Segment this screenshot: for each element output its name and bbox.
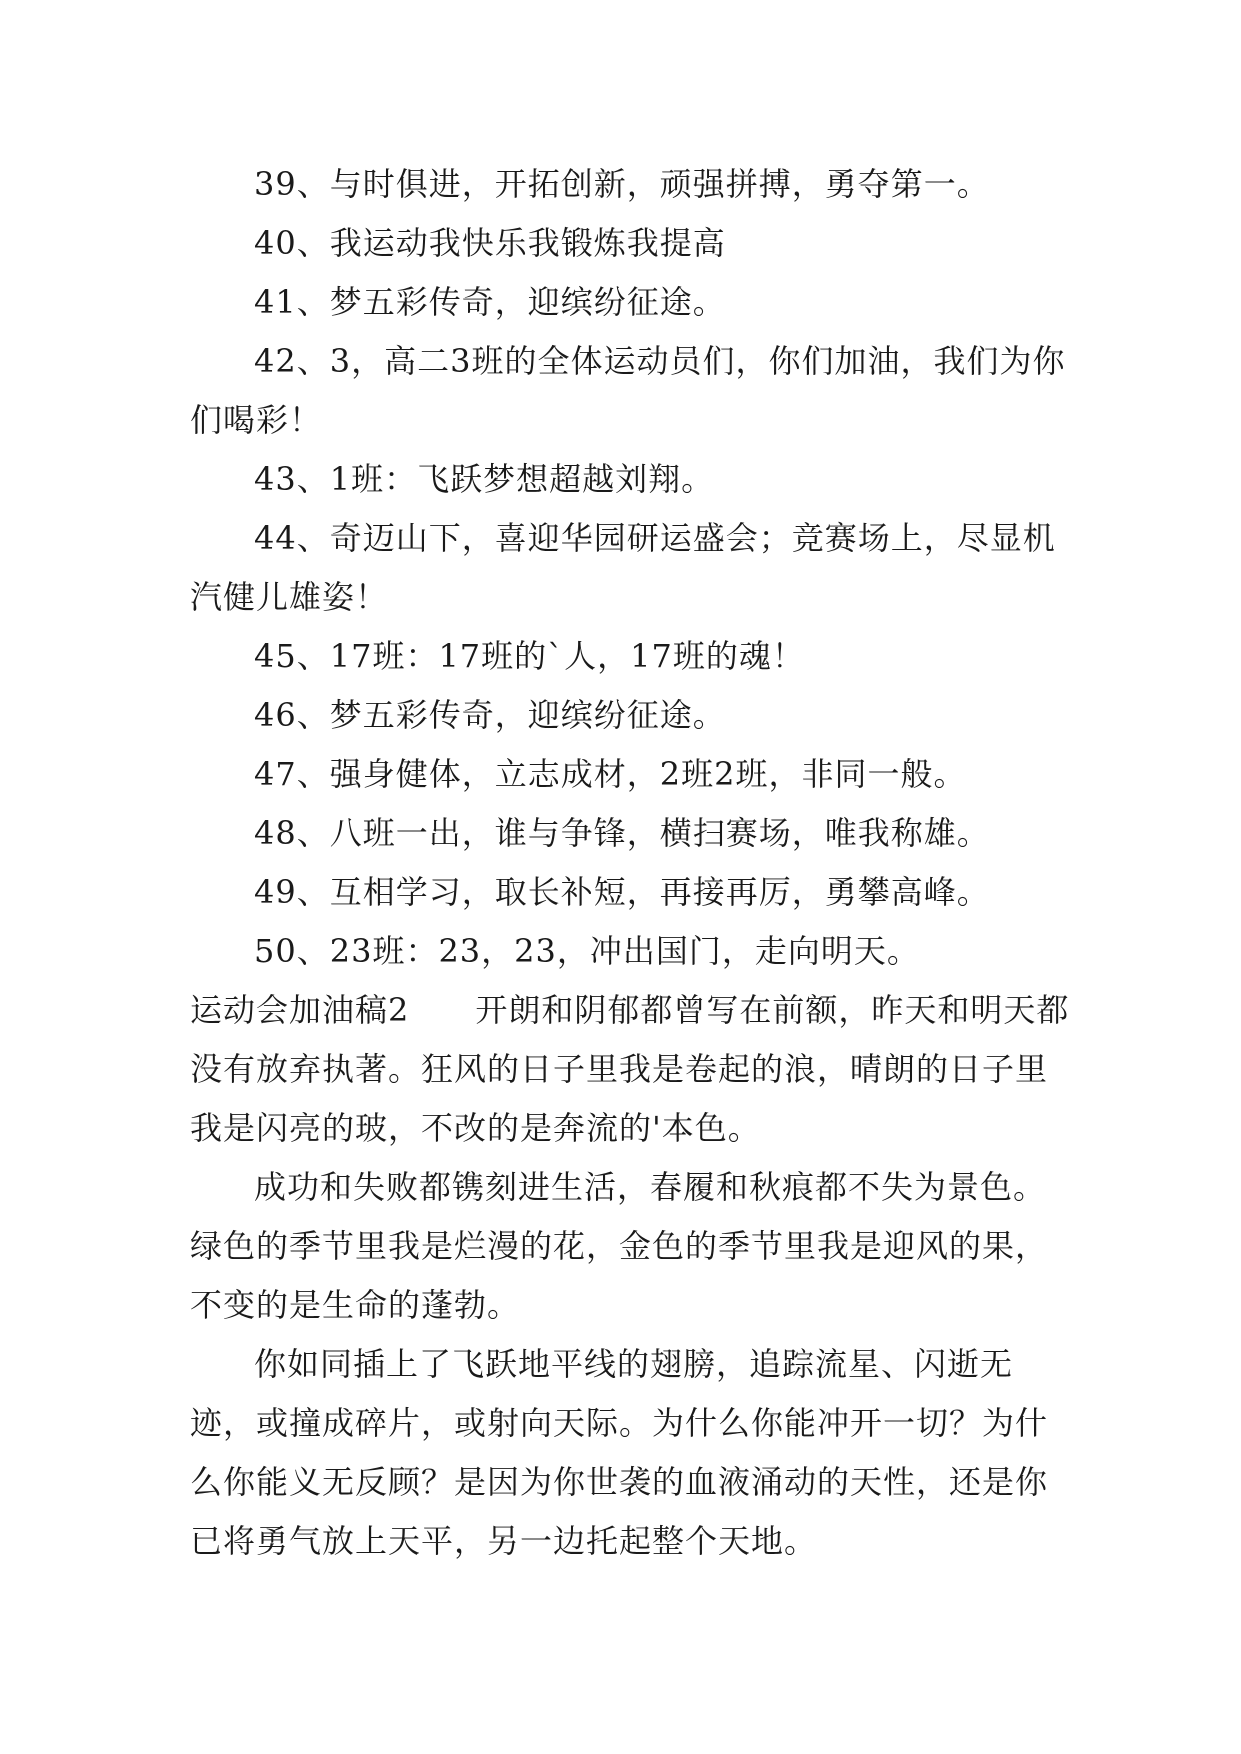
list-item: 48、八班一出，谁与争锋，横扫赛场，唯我称雄。 [254, 814, 990, 852]
section-heading-paragraph [190, 981, 1070, 1158]
paragraph: 你如同插上了飞跃地平线的翅膀，追踪流星、闪逝无迹，或撞成碎片，或射向天际。为什么你能冲开一切？为什么你能义无反顾？是因为你世袭的血液涌动的天性，还是你已将勇气放上天平，另一边托起整个天地。 [190, 1345, 1049, 1560]
list-item: 45、17班：17班的`人，17班的魂！ [254, 637, 805, 675]
paragraph: 成功和失败都镌刻进生活，春履和秋痕都不失为景色。绿色的季节里我是烂漫的花，金色的季节里我是迎风的果，不变的是生命的蓬勃。 [190, 1168, 1049, 1324]
section-first-paragraph: 开朗和阴郁都曾写在前额，昨天和明天都没有放弃执著。狂风的日子里我是卷起的浪，晴朗的日子里我是闪亮的玻，不改的是奔流的'本色。 [190, 991, 1070, 1147]
list-item: 43、1班：飞跃梦想超越刘翔。 [254, 460, 715, 498]
list-item: 44、奇迈山下，喜迎华园研运盛会；竞赛场上，尽显机汽健儿雄姿！ [190, 519, 1056, 616]
list-item: 40、我运动我快乐我锻炼我提高 [254, 224, 726, 262]
list-item: 47、强身健体，立志成材，2班2班，非同一般。 [254, 755, 967, 793]
list-item: 42、3，高二3班的全体运动员们，你们加油，我们为你们喝彩！ [190, 342, 1066, 439]
section-title: 运动会加油稿2 [190, 991, 410, 1029]
document-body [190, 155, 1070, 1571]
list-item: 49、互相学习，取长补短，再接再厉，勇攀高峰。 [254, 873, 990, 911]
list-item: 46、梦五彩传奇，迎缤纷征途。 [254, 696, 726, 734]
list-item: 50、23班：23，23，冲出国门，走向明天。 [254, 932, 920, 970]
list-item: 39、与时俱进，开拓创新，顽强拼搏，勇夺第一。 [254, 165, 990, 203]
list-item: 41、梦五彩传奇，迎缤纷征途。 [254, 283, 726, 321]
